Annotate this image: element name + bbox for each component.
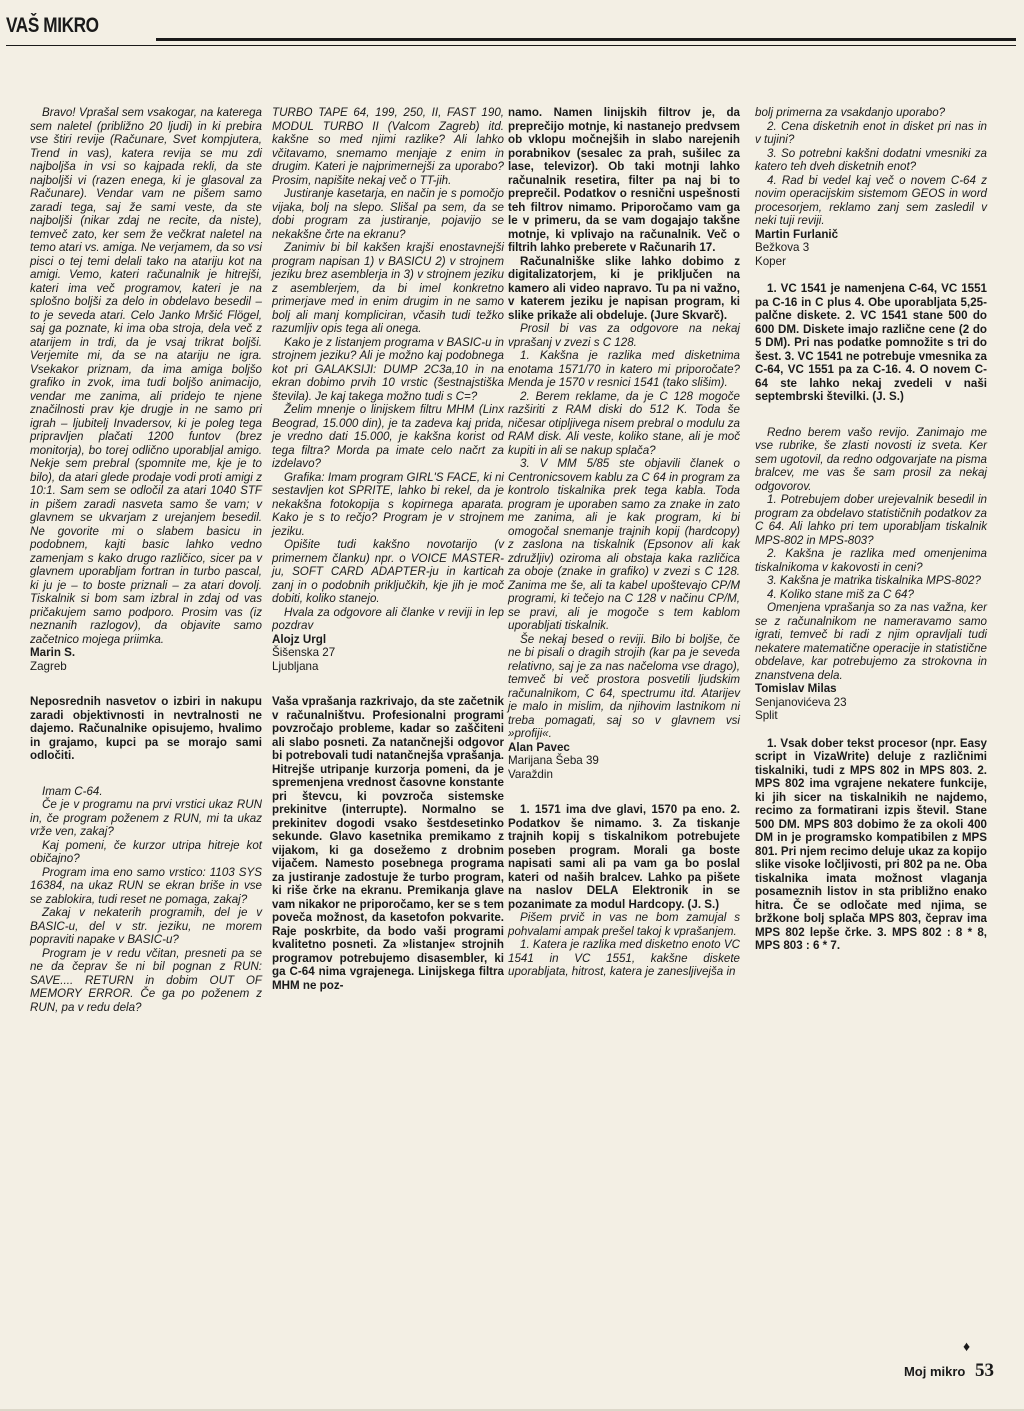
header-rule-thin	[6, 45, 1016, 46]
signature-street: Senjanovićeva 23	[755, 695, 847, 709]
page-number: 53	[975, 1360, 994, 1381]
signature-city: Koper	[755, 254, 786, 268]
signature-name: Alan Pavec	[508, 740, 570, 754]
letter-text: 4. Koliko stane miš za C 64?	[767, 587, 914, 601]
section-title: VAŠ MIKRO	[6, 14, 99, 37]
magazine-name: Moj mikro	[903, 1364, 966, 1379]
letter-text: Hvala za odgovore ali članke v reviji in lep pozdrav	[272, 605, 504, 632]
editor-answer: namo. Namen linijskih filtrov je, da preprečijo motnje, ki nastanejo predvsem ob vklopu močnejših in slabo narejenih porabnikov (sesalec za prah, sušilec za lase, televizor). Ob taki motnji lahko računalnik resetira, filter pa naj bi to preprečil. Podatkov o resnični uspešnosti teh filtrov nimamo. Priporočamo vam ga le v primeru, da se vam dogajajo takšne motnje, ki vplivajo na računalnik. Več o filtrih lahko preberete v Računarih 17.	[508, 106, 740, 254]
letter-text: 2. Kakšna je razlika med omenjenima tiskalnikoma v kakovosti in ceni?	[755, 547, 987, 574]
signature-city: Zagreb	[30, 659, 67, 673]
editor-answer: Vaša vprašanja razkrivajo, da ste začetnik v računalništvu. Profesionalni programi povzročajo probleme, kadar so zaščiteni ali slabo posneti. Za natančnejši odgovor bi potrebovali tudi natančnejša vprašanja. Hitrejše utripanje kurzorja pomeni, da je spremenjena vrednost časovne konstante pri števcu, ki povzroča sistemske prekinitve (interrupte). Normalno se prekinitev dogodi vsako šestdesetinko sekunde. Glavo kasetnika premikamo z vijakom, ki ga dosežemo z drobnim vijačem. Namesto posebnega programa za justiranje zadostuje že turbo program, ki riše črke na ekranu. Premikanja glave vam nikakor ne priporočamo, ker se s tem poveča možnost, da kasetofon pokvarite. Raje poskrbite, da bodo vaši programi kvalitetno posneti. Za »listanje« strojnih programov potrebujemo disasembler, ki ga C-64 nima vgrajenega. Linijskega filtra MHM ne poz-	[272, 695, 504, 992]
section-header	[6, 14, 1016, 44]
signature-city: Split	[755, 709, 778, 722]
signature-street: Šišenska 27	[272, 646, 336, 659]
signature-name: Alojz Urgl	[272, 632, 327, 646]
signature-city: Varaždin	[508, 767, 553, 781]
editor-answer: 1. VC 1541 je namenjena C-64, VC 1551 pa C-16 in C plus 4. Obe uporabljata 5,25-palčne diskete. 2. VC 1541 stane 500 do 600 DM. Diskete imajo različne cene (2 do 5 DM). Pri nas podatke pomnožite s tri do šest. 3. VC 1541 ne potrebuje vmesnika za C-64, VC 1551 pa za C-16. 4. O novem C-64 ste lahko nekaj zvedeli v naši septembrski številki. (J. S.)	[755, 282, 987, 403]
signature-city: Ljubljana	[272, 659, 319, 673]
letter-text: 2. Cena disketnih enot in disket pri nas in v tujini?	[755, 119, 987, 146]
letter-text: Kako je z listanjem programa v BASIC-u in strojnem jeziku? Ali je možno kaj podobnega kot pri GALAKSIJI: DUMP 2C3a,10 in na ekran dobimo prvih 10 vrstic (šestnajstiška števila). Je kaj takega možno tudi s C=?	[272, 335, 504, 403]
signature-name: Tomislav Milas	[755, 682, 837, 695]
letter-text: 3. So potrebni kakšni dodatni vmesniki za katero teh dveh disketnih enot?	[755, 146, 987, 173]
letter-text: Kaj pomeni, če kurzor utripa hitreje kot običajno?	[30, 838, 262, 865]
letter-text: bolj primerna za vsakdanjo uporabo?	[755, 106, 946, 119]
letter-text: Program je v redu včitan, presneti pa se ne da čeprav še ni bil pognan z RUN: SAVE.... RETURN in dobim OUT OF MEMORY ERROR. Če ga po poženem z RUN, pa v redu dela?	[30, 946, 262, 1014]
signature-name: Martin Furlanič	[755, 227, 839, 241]
letter-text: 1. Potrebujem dober urejevalnik besedil in program za obdelavo statističnih podatkov za C 64. Ali lahko pri tem uporabljam tiskalnik MPS-802 in MPS-803?	[755, 493, 988, 547]
letter-text: Grafika: Imam program GIRL'S FACE, ki ni sestavljen kot SPRITE, lahko bi rekel, da je nekakšna fotokopija s kopirnega aparata. Kako je s to rečjo? Program je v strojnem jeziku.	[272, 470, 504, 538]
letter-text: 3. V MM 5/85 ste objavili članek o Centronicsovem kablu za C 64 in program za kontrolo tiskalnika prek tega kabla. Toda program je uporaben samo za znake in zato me zanima, ali je kak program, ki bi omogočal snemanje trajnih kopij (hardcopy) z zaslona na tiskalnik (Epsonov ali kak združljiv) oziroma ali obstaja kaka različica za oboje (znake in grafiko) v zvezi s C 128. Zanima me še, ali ta kabel upoštevajo CP/M programi, ki tečejo na C 128 v načinu CP/M, se pravi, ali je mogoče s tem kablom uporabljati tiskalnik.	[508, 457, 740, 632]
continue-arrow-icon: ♦	[963, 1338, 971, 1354]
letter-text: 1. Katera je razlika med disketno enoto VC 1541 in VC 1551, kakšne diskete uporabljata, hitrost, katera je zanesljivejša in	[508, 938, 740, 978]
signature-street: Bežkova 3	[755, 241, 810, 254]
editor-answer: 1. 1571 ima dve glavi, 1570 pa eno. 2. Podatkov še nimamo. 3. Za tiskanje trajnih kopij s tiskalnikom potrebujete poseben program. Morali ga boste napisati sami ali pa vam ga bo poslal kateri od naših bralcev. Lahko pa pišete na naslov DELA Elektronik in se pozanimate za modul Hardcopy. (J. S.)	[508, 803, 740, 911]
page-footer	[904, 1360, 994, 1382]
letter-text: Program ima eno samo vrstico: 1103 SYS 16384, na ukaz RUN se ekran briše in vse se zablokira, tudi reset ne pomaga, zakaj?	[30, 865, 262, 906]
letter-text: Redno berem vašo revijo. Zanimajo me vse rubrike, še zlasti novosti iz sveta. Ker sem ugotovil, da redno odgovarjate na pisma bralcev, me vas še sam prosil za nekaj odgovorov.	[755, 425, 987, 493]
editor-answer: Računalniške slike lahko dobimo z digitalizatorjem, ki je priključen na kamero ali video napravo. Tu pa ni važno, v katerem jeziku je napisan program, ki slike prikaže ali obdeluje. (Jure Skvarč).	[508, 254, 740, 322]
editor-answer: 1. Vsak dober tekst procesor (npr. Easy script in VizaWrite) deluje z različnimi tiskalniki, tudi z MPS 802 in MPS 803. 2. MPS 802 ima vgrajene nekatere funkcije, ki jih sicer na tiskalnikih ne najdemo, recimo za formatirani izpis števil. Stane 500 DM. MPS 803 dobimo že za okoli 400 DM in je programsko kompatibilen z MPS 801. Pri njem recimo deluje ukaz za kopijo slike visoke ločljivosti, pri 802 pa ne. Oba tiskalnika imata možnost vlaganja posameznih listov in sta približno enako hitra. Če se odločate med njima, se bržkone bolj splača MPS 803, čeprav ima MPS 802 lepše črke. 3. MPS 802 : 8 * 8, MPS 803 : 6 * 7.	[755, 736, 987, 952]
letter-text: Omenjena vprašanja so za nas važna, ker se z računalnikom ne nameravamo samo igrati, temveč bi radi z njim opravljali tudi nekatere matematične operacije in statistične obdelave, kar potrebujemo za strokovna in znanstvena dela.	[755, 601, 987, 682]
letter-text: Zakaj v nekaterih programih, del je v BASIC-u, del v str. jeziku, ne morem popraviti napake v BASIC-u?	[30, 906, 262, 946]
letter-text: 4. Rad bi vedel kaj več o novem C-64 z novim operacijskim sistemom GEOS in word procesorjem, reklamo zanj sem zasledil v neki tuji reviji.	[755, 173, 987, 227]
signature-street: Marijana Šeba 39	[508, 754, 599, 767]
letter-text: Imam C-64.	[42, 784, 103, 798]
letter-text: Želim mnenje o linijskem filtru MHM (Linx Beograd, 15.000 din), je ta zadeva kaj prida, je vredno dati 15.000, je kakšna korist od tega filtra? Morda pa imate celo načrt za izdelavo?	[272, 403, 504, 470]
editor-answer: Neposrednih nasvetov o izbiri in nakupu zaradi objektivnosti in nevtralnosti ne dajemo. Računalnike opisujemo, hvalimo in grajamo, kupci pa se morajo sami odločiti.	[30, 695, 262, 762]
signature-name: Marin S.	[30, 646, 76, 659]
column-3	[508, 106, 740, 979]
column-1	[30, 106, 262, 1014]
letter-text: TURBO TAPE 64, 199, 250, II, FAST 190, MODUL TURBO II (Valcom Zagreb) itd. kakšne so med njimi razlike? Ali lahko včitavamo, snemamo menjaje z enim in drugim. Kateri je najprimernejši za uporabo? Prosim, napišite nekaj več o TT-jih.	[272, 106, 504, 187]
letter-text: Opišite tudi kakšno novotarijo (v primernem članku) npr. o VOICE MASTER-ju, SOFT CARD ADAPTER-ju in karticah zanj in o podobnih priključkih, kje jih je moč dobiti, koliko stanejo.	[272, 538, 504, 605]
letter-text: 2. Berem reklame, da je C 128 mogoče razširiti z RAM diski do 512 K. Toda še ničesar otipljivega nisem prebral o modulu za RAM disk. Ali veste, koliko stane, ali je moč kupiti in ali se nakup splača?	[508, 389, 740, 457]
letter-text: Pišem prvič in vas ne bom zamujal s pohvalami ampak prešel takoj k vprašanjem.	[508, 911, 740, 938]
letter-text: Prosil bi vas za odgovore na nekaj vprašanj v zvezi s C 128.	[508, 322, 740, 349]
letter-text: 3. Kakšna je matrika tiskalnika MPS-802?	[767, 574, 981, 587]
letter-text: Justiranje kasetarja, en način je s pomočjo vijaka, bolj na slepo. Slišal pa sem, da se dobi program za justiranje, pojavijo se nekakšne črte na ekranu?	[272, 187, 504, 241]
letter-text: Bravo! Vprašal sem vsakogar, na katerega sem naletel (približno 20 ljudi) in ki prebira vse štiri revije (Računare, Svet kompjutera, Trend in vas), katera revija se mu zdi najboljša in vsi so kajpada rekli, da ste najboljši vi (razen enega, ki je glasoval za Računare). Vendar vam ne pišem samo zaradi tega, saj že sami veste, da ste najboljši (nikar zdaj ne recite, da niste), temveč zato, ker sem že večkrat naletel na temo atari vs. amiga. Ne verjamem, da so vsi pisci o tej temi delali tako na atariju kot na amigi. Vemo, kateri računalnik je hitrejši, kateri ima več programov, kateri je na splošno boljši za delo in obdelavo besedil – to je seveda atari. Celo Janko Mršić Flögel, saj ga poznate, ki ima oba stroja, dela več z atarijem in trdi, da je vsaj trikrat boljši. Verjemite mi, da se na atariju ne igra. Vsekakor priznam, da ima amiga boljšo grafiko in zvok, ima tudi boljšo animacijo, vendar me zanima, ali pridejo te njene značilnosti prav kje drugje in ne samo pri igrah – ljubitelj Invadersov, ki je poleg tega pripravljen plačati 1200 funtov (brez monitorja), bo torej odlično uporabljal amigo. Nekje sem prebral (spomnite me, kje je to bilo), da atari glede prodaje vodi proti amigi z 10:1. Sam sem se odločil za atari 1040 STF in pišem zaradi nasveta samo še vam; v glavnem se ukvarjam z urejanjem besedil. Ne govorite mi o slabem basicu in podobnem, kajti basic lahko vedno zamenjam s kako drugo različico, sicer pa v glavnem uporabljam fortran in turbo pascal, ki ju je – to boste priznali – za atari dovolj. Tiskalnik si bom sam izbral in zdaj od vas pričakujem samo podporo. Prosim vas (iz neznanih razlogov), da objavite samo začetnico mojega priimka.	[30, 106, 262, 646]
letter-text: Zanimiv bi bil kakšen krajši enostavnejši program napisan 1) v BASICU 2) v strojnem jeziku brez asemblerja in 3) v strojnem jeziku z asemblerjem, da bi imel konkretno primerjave med in enim drugim in ne samo bolj ali manj kompliciran, včasih tudi težko razumljiv opis tega ali onega.	[272, 241, 504, 335]
letter-text: 1. Kakšna je razlika med disketnima enotama 1571/70 in katero mi priporočate? Menda je 1570 v resnici 1541 (tako slišim).	[508, 349, 740, 389]
letter-text: Če je v programu na prvi vrstici ukaz RUN in, če program poženem z RUN, mi ta ukaz vrže ven, zakaj?	[30, 798, 262, 838]
column-2	[272, 106, 504, 992]
letter-text: Še nekaj besed o reviji. Bilo bi boljše, če ne bi pisali o dragih strojih (kar pa je seveda relativno, saj je za nas načeloma vse drago), temveč bi več prostora posvetili ljudskim računalnikom, C 64, spectrumu itd. Atarijev je malo in mislim, da njihovim lastnikom ni treba pomagati, saj so v glavnem vsi »profiji«.	[508, 632, 740, 740]
header-rule	[156, 38, 1016, 41]
column-4	[755, 106, 987, 953]
